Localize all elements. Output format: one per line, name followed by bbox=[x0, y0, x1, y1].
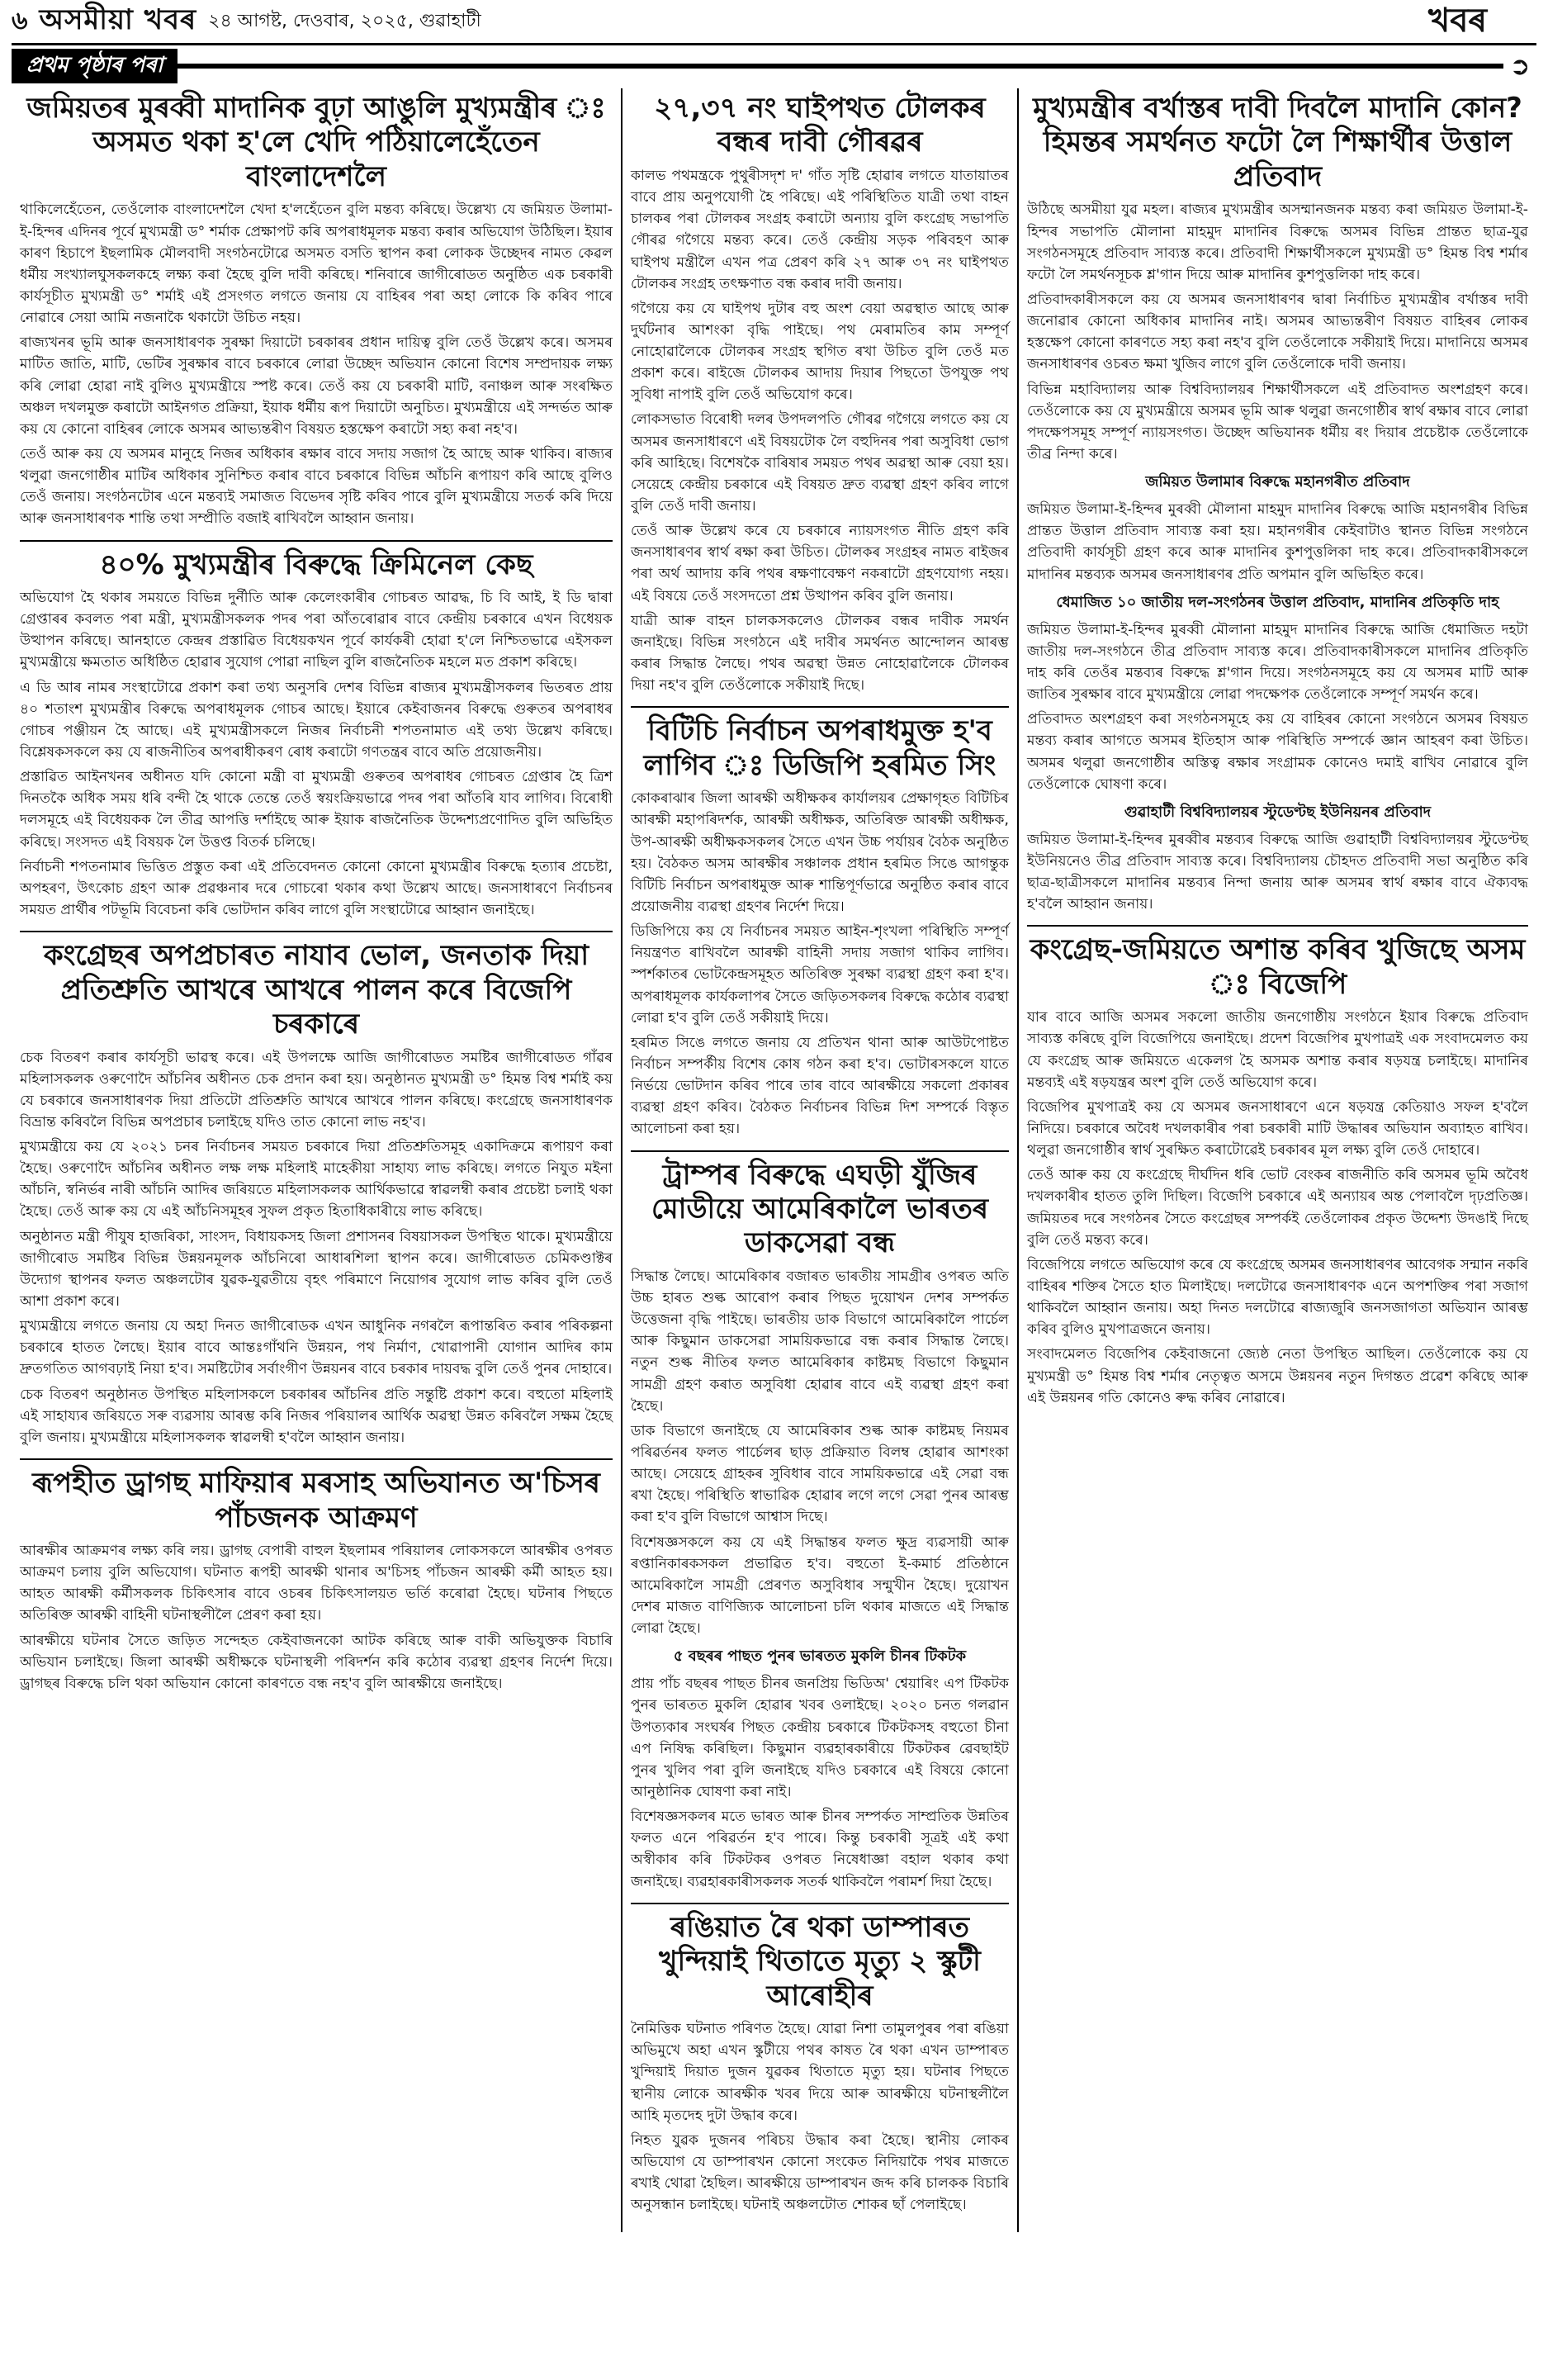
article-paragraph: অভিযোগ হৈ থকাৰ সময়তে বিভিন্ন দুৰ্নীতি আৰু কেলেংকাৰীৰ গোচৰত আৱদ্ধ, চি বি আই, ই ডি দ্বাৰা গ্ৰেপ্তাৰৰ কবলত পৰা মন্ত্ৰী, মুখ্যমন্ত্ৰীসকলক পদৰ পৰা আঁতৰোৱাৰ বাবে কেন্দ্ৰীয় চৰকাৰে এখন বিধেয়ক উত্থাপন কৰিছে। আনহাতে কেন্দ্ৰৰ প্ৰস্তাৱিত বিধেয়কখন পূৰ্বে কাৰ্যকৰী হোৱা হ'লে নিশ্চিতভাৱে এইসকল মুখ্যমন্ত্ৰীয়ে ক্ষমতাত অধিষ্ঠিত হোৱাৰ সুযোগ পোৱা নাছিল বুলি ৰাজনৈতিক মহলে মত প্ৰকাশ কৰিছে। bbox=[20, 589, 613, 671]
column-left bbox=[12, 88, 623, 2232]
article-subhead: জমিয়ত উলামাৰ বিৰুদ্ধে মহানগৰীত প্ৰতিবাদ bbox=[1145, 473, 1410, 491]
article-drug-mafia bbox=[20, 1467, 613, 1704]
arrow-icon: ➲ bbox=[1509, 51, 1531, 81]
article-paragraph: যাত্ৰী আৰু বাহন চালকসকলেও টোলকৰ বন্ধৰ দাবীক সমৰ্থন জনাইছে। বিভিন্ন সংগঠনে এই দাবীৰ সমৰ্থনত আন্দোলন আৰম্ভ কৰাৰ সিদ্ধান্ত লৈছে। পথৰ অৱস্থা উন্নত নোহোৱালৈকে টোলকৰ দিয়া নহ'ব বুলি তেওঁলোকে সকীয়াই দিছে। bbox=[631, 612, 1009, 695]
article-postal-service bbox=[631, 1159, 1009, 1904]
article-bjp-promise bbox=[20, 939, 613, 1460]
article-paragraph: যাৰ বাবে আজি অসমৰ সকলো জাতীয় জনগোষ্ঠীয় সংগঠনে ইয়াৰ বিৰুদ্ধে প্ৰতিবাদ সাব্যস্ত কৰিছে বুলি বিজেপিয়ে জনাইছে। প্ৰদেশ বিজেপিৰ মুখপাত্ৰই এক সংবাদমেলত কয় যে কংগ্ৰেছ আৰু জমিয়তে একেলগ হৈ অসমক অশান্ত কৰাৰ ষড়যন্ত্ৰ চলাইছে। মাদানিৰ মন্তব্যই এই ষড়যন্ত্ৰৰ অংশ বুলি তেওঁ অভিযোগ কৰে। bbox=[1027, 1009, 1528, 1091]
issue-date: ২৪ আগষ্ট, দেওবাৰ, ২০২৫, গুৱাহাটী bbox=[208, 10, 481, 31]
article-paragraph: জমিয়ত উলামা-ই-হিন্দৰ মুৰব্বী মৌলানা মাহমুদ মাদানিৰ বিৰুদ্ধে আজি ধেমাজিত দহটা জাতীয় দল-সংগঠনে তীব্ৰ প্ৰতিবাদ সাব্যস্ত কৰে। প্ৰতিবাদকাৰীসকলে মাদানিৰ প্ৰতিকৃতি দাহ কৰি তেওঁৰ মন্তব্যৰ বিৰুদ্ধে শ্ল'গান দিয়ে। সংগঠনসমূহে কয় যে অসমৰ মাটি আৰু জাতিৰ সুৰক্ষাৰ বাবে মুখ্যমন্ত্ৰীয়ে লোৱা পদক্ষেপক তেওঁলোকে সম্পূৰ্ণ সমৰ্থন কৰে। bbox=[1027, 621, 1528, 704]
article-headline: কংগ্ৰেছ-জমিয়তে অশান্ত কৰিব খুজিছে অসম ঃ বিজেপি bbox=[1030, 933, 1526, 1001]
article-paragraph: মুখ্যমন্ত্ৰীয়ে কয় যে ২০২১ চনৰ নিৰ্বাচনৰ সময়ত চৰকাৰে দিয়া প্ৰতিশ্ৰুতিসমূহ একাদিক্ৰমে ৰূপায়ণ কৰা হৈছে। ওৰুণোদৈ আঁচনিৰ অধীনত লক্ষ লক্ষ মহিলাই মাহেকীয়া সাহায্য লাভ কৰিছে। লগতে নিযুত মইনা আঁচনি, স্বনিৰ্ভৰ নাৰী আঁচনি আদিৰ জৰিয়তে মহিলাসকলক আৰ্থিকভাৱে স্বাৱলম্বী কৰাৰ প্ৰচেষ্টা চলাই থকা হৈছে। তেওঁ আৰু কয় যে এই আঁচনিসমূহৰ সুফল প্ৰকৃত হিতাধিকাৰীয়ে লাভ কৰিছে। bbox=[20, 1139, 613, 1221]
article-paragraph: কালভ পথমন্ত্ৰকে পুথুৰীসদৃশ দ' গাঁত সৃষ্টি হোৱাৰ লগতে যাতায়াতৰ বাবে প্ৰায় অনুপযোগী হৈ পৰিছে। এই পৰিস্থিতিত যাত্ৰী তথা বাহন চালকৰ পৰা টোলকৰ সংগ্ৰহ কৰাটো অন্যায় বুলি কংগ্ৰেছ সভাপতি গৌৰৱ গগৈয়ে মন্তব্য কৰে। তেওঁ কেন্দ্ৰীয় সড়ক পৰিবহণ আৰু ঘাইপথ মন্ত্ৰীলৈ এখন পত্ৰ প্ৰেৰণ কৰি ২৭ আৰু ৩৭ নং ঘাইপথত টোলকৰ সংগ্ৰহ তৎক্ষণাত বন্ধ কৰাৰ দাবী জনায়। bbox=[631, 167, 1009, 292]
article-paragraph: আৰক্ষীয়ে ঘটনাৰ সৈতে জড়িত সন্দেহত কেইবাজনকো আটক কৰিছে আৰু বাকী অভিযুক্তক বিচাৰি অভিযান চলাইছে। জিলা আৰক্ষী অধীক্ষকে ঘটনাস্থলী পৰিদৰ্শন কৰি কঠোৰ ব্যৱস্থা গ্ৰহণৰ নিৰ্দেশ দিয়ে। ড্ৰাগছৰ বিৰুদ্ধে চলি থকা অভিযান কোনো কাৰণতে বন্ধ নহ'ব বুলি আৰক্ষীয়ে জনাইছে। bbox=[20, 1632, 613, 1692]
article-headline: বিটিচি নিৰ্বাচন অপৰাধমুক্ত হ'ব লাগিব ঃ ডিজিপি হৰমিত সিং bbox=[643, 714, 996, 782]
article-headline: মুখ্যমন্ত্ৰীৰ বৰ্খাস্তৰ দাবী দিবলৈ মাদানি কোন? হিমন্তৰ সমৰ্থনত ফটো লৈ শিক্ষাৰ্থীৰ উত্তাল প্ৰতিবাদ bbox=[1033, 92, 1522, 193]
article-criminal-cases bbox=[20, 548, 613, 933]
section-rule bbox=[178, 64, 1503, 69]
article-paragraph: ডিজিপিয়ে কয় যে নিৰ্বাচনৰ সময়ত আইন-শৃংখলা পৰিস্থিতি সম্পূৰ্ণ নিয়ন্ত্ৰণত ৰাখিবলৈ আৰক্ষী বাহিনী সদায় সজাগ থাকিব লাগিব। স্পৰ্শকাতৰ ভোটকেন্দ্ৰসমূহত অতিৰিক্ত সুৰক্ষা ব্যৱস্থা গ্ৰহণ কৰা হ'ব। অপৰাধমূলক কাৰ্যকলাপৰ সৈতে জড়িতসকলৰ বিৰুদ্ধে কঠোৰ ব্যৱস্থা লোৱা হ'ব বুলি তেওঁ সকীয়াই দিয়ে। bbox=[631, 923, 1009, 1026]
article-rangia-accident bbox=[631, 1911, 1009, 2226]
article-paragraph: এ ডি আৰ নামৰ সংস্থাটোৱে প্ৰকাশ কৰা তথ্য অনুসৰি দেশৰ বিভিন্ন ৰাজ্যৰ মুখ্যমন্ত্ৰীসকলৰ ভিতৰত প্ৰায় ৪০ শতাংশ মুখ্যমন্ত্ৰীৰ বিৰুদ্ধে অপৰাধমূলক গোচৰ আছে। ইয়াৰে কেইবাজনৰ বিৰুদ্ধে গুৰুতৰ অপৰাধৰ গোচৰ পঞ্জীয়ন হৈ আছে। এই মুখ্যমন্ত্ৰীসকলে নিজৰ নিৰ্বাচনী শপতনামাত এই তথ্য উল্লেখ কৰিছে। বিশ্লেষকসকলে কয় যে ৰাজনীতিৰ অপৰাধীকৰণ ৰোধ কৰাটো গণতন্ত্ৰৰ বাবে অতি প্ৰয়োজনীয়। bbox=[20, 679, 613, 761]
article-paragraph: প্ৰতিবাদকাৰীসকলে কয় যে অসমৰ জনসাধাৰণৰ দ্বাৰা নিৰ্বাচিত মুখ্যমন্ত্ৰীৰ বৰ্খাস্তৰ দাবী জনোৱাৰ কোনো অধিকাৰ মাদানিৰ নাই। অসমৰ আভ্যন্তৰীণ বিষয়ত বাহিৰৰ লোকৰ হস্তক্ষেপ কোনো কাৰণতে সহ্য কৰা নহ'ব বুলি তেওঁলোকে সকীয়াই দিয়ে। মাদানিয়ে অসমৰ জনসাধাৰণৰ ওচৰত ক্ষমা খুজিব লাগে বুলি তেওঁলোকে দাবী জনায়। bbox=[1027, 291, 1528, 373]
article-subhead: গুৱাহাটী বিশ্ববিদ্যালয়ৰ স্টুডেণ্টছ ইউনিয়নৰ প্ৰতিবাদ bbox=[1124, 803, 1432, 821]
article-madani bbox=[20, 92, 613, 542]
article-paragraph: অনুষ্ঠানত মন্ত্ৰী পীযুষ হাজৰিকা, সাংসদ, বিধায়কসহ জিলা প্ৰশাসনৰ বিষয়াসকল উপস্থিত থাকে। মুখ্যমন্ত্ৰীয়ে জাগীৰোড সমষ্টিৰ বিভিন্ন উন্নয়নমূলক আঁচনিৰো আধাৰশিলা স্থাপন কৰে। জাগীৰোডত চেমিকণ্ডাক্টৰ উদ্যোগ স্থাপনৰ ফলত অঞ্চলটোৰ যুৱক-যুৱতীয়ে বৃহৎ পৰিমাণে নিয়োগৰ সুযোগ লাভ কৰিব বুলি তেওঁ আশা প্ৰকাশ কৰে। bbox=[20, 1228, 613, 1311]
article-subhead: ধেমাজিত ১০ জাতীয় দল-সংগঠনৰ উত্তাল প্ৰতিবাদ, মাদানিৰ প্ৰতিকৃতি দাহ bbox=[1056, 593, 1499, 611]
article-headline: জমিয়তৰ মুৰব্বী মাদানিক বুঢ়া আঙুলি মুখ্যমন্ত্ৰীৰ ঃ অসমত থকা হ'লে খেদি পঠিয়ালেহেঁতেন বাংলাদেশলৈ bbox=[26, 92, 606, 193]
page-number: ৬ bbox=[12, 6, 28, 36]
article-paragraph: মুখ্যমন্ত্ৰীয়ে লগতে জনায় যে অহা দিনত জাগীৰোডক এখন আধুনিক নগৰলৈ ৰূপান্তৰিত কৰাৰ পৰিকল্পনা চৰকাৰে হাতত লৈছে। ইয়াৰ বাবে আন্তঃগাঁথনি উন্নয়ন, পথ নিৰ্মাণ, খোৱাপানী যোগান আদিৰ কাম দ্ৰুতগতিত আগবঢ়াই নিয়া হ'ব। সমষ্টিটোৰ সৰ্বাংগীণ উন্নয়নৰ বাবে চৰকাৰ দায়বদ্ধ বুলি তেওঁ পুনৰ দোহাৰে। bbox=[20, 1318, 613, 1378]
article-paragraph: চেক বিতৰণ কৰাৰ কাৰ্যসূচী ভাৱস্থ কৰে। এই উপলক্ষে আজি জাগীৰোডত সমষ্টিৰ জাগীৰোডত গাঁৱৰ মহিলাসকলক ওৰুণোদৈ আঁচনিৰ অধীনত চেক প্ৰদান কৰা হয়। অনুষ্ঠানত মুখ্যমন্ত্ৰী ড° হিমন্ত বিশ্ব শৰ্মাই কয় যে চৰকাৰে জনসাধাৰণক দিয়া প্ৰতিটো প্ৰতিশ্ৰুতি আখৰে আখৰে পালন কৰিছে। কংগ্ৰেছে জনসাধাৰণক বিভ্ৰান্ত কৰিবলৈ বিভিন্ন অপপ্ৰচাৰ চলাইছে যদিও তাত কোনো লাভ নহ'ব। bbox=[20, 1049, 613, 1131]
article-paragraph: নৈমিত্তিক ঘটনাত পৰিণত হৈছে। যোৱা নিশা তামুলপুৰৰ পৰা ৰঙিয়া অভিমুখে অহা এখন স্কুটীয়ে পথৰ কাষত ৰৈ থকা এখন ডাম্পাৰত খুন্দিয়াই দিয়াত দুজন যুৱকৰ থিতাতে মৃত্যু হয়। ঘটনাৰ পিছতে স্থানীয় লোকে আৰক্ষীক খবৰ দিয়ে আৰু আৰক্ষীয়ে ঘটনাস্থলীলৈ আহি মৃতদেহ দুটা উদ্ধাৰ কৰে। bbox=[631, 2021, 1009, 2124]
newspaper-logo: অসমীয়া খবৰ bbox=[39, 2, 197, 36]
article-paragraph: আৰক্ষীৰ আক্ৰমণৰ লক্ষ্য কৰি লয়। ড্ৰাগছ বেপাৰী বাহুল ইছলামৰ পৰিয়ালৰ লোকসকলে আৰক্ষীৰ ওপৰত আক্ৰমণ চলায় বুলি অভিযোগ। ঘটনাত ৰূপহী আৰক্ষী থানাৰ অ'চিসহ পাঁচজন আৰক্ষী কৰ্মী আহত হয়। আহত আৰক্ষী কৰ্মীসকলক চিকিৎসাৰ বাবে ওচৰৰ চিকিৎসালয়ত ভৰ্তি কৰোৱা হৈছে। ঘটনাৰ পিছতে অতিৰিক্ত আৰক্ষী বাহিনী ঘটনাস্থলীলৈ প্ৰেৰণ কৰা হয়। bbox=[20, 1542, 613, 1624]
article-paragraph: জমিয়ত উলামা-ই-হিন্দৰ মুৰব্বী মৌলানা মাহমুদ মাদানিৰ বিৰুদ্ধে আজি মহানগৰীৰ বিভিন্ন প্ৰান্তত উত্তাল প্ৰতিবাদ সাব্যস্ত কৰা হয়। মহানগৰীৰ কেইবাটাও স্থানত বিভিন্ন সংগঠনে প্ৰতিবাদী কাৰ্যসূচী গ্ৰহণ কৰে আৰু মাদানিৰ কুশপুত্তলিকা দাহ কৰে। প্ৰতিবাদকাৰীসকলে মাদানিৰ মন্তব্যক অসমৰ জনসাধাৰণৰ প্ৰতি অপমান বুলি অভিহিত কৰে। bbox=[1027, 501, 1528, 583]
article-paragraph: বিজেপিৰ মুখপাত্ৰই কয় যে অসমৰ জনসাধাৰণে এনে ষড়যন্ত্ৰ কেতিয়াও সফল হ'বলৈ নিদিয়ে। চৰকাৰে অবৈধ দখলকাৰীৰ পৰা চৰকাৰী মাটি উদ্ধাৰৰ অভিযান অব্যাহত ৰাখিব। থলুৱা জনগোষ্ঠীৰ স্বাৰ্থ সুৰক্ষিত কৰাটোৱেই চৰকাৰৰ মূল লক্ষ্য বুলি তেওঁ দোহাৰে। bbox=[1027, 1098, 1528, 1159]
article-paragraph: সিদ্ধান্ত লৈছে। আমেৰিকাৰ বজাৰত ভাৰতীয় সামগ্ৰীৰ ওপৰত অতি উচ্চ হাৰত শুল্ক আৰোপ কৰাৰ পিছত দুয়োখন দেশৰ সম্পৰ্কত উত্তেজনা বৃদ্ধি পাইছে। ভাৰতীয় ডাক বিভাগে আমেৰিকালৈ পাৰ্চেল আৰু কিছুমান ডাকসেৱা সাময়িকভাৱে বন্ধ কৰাৰ সিদ্ধান্ত লৈছে। নতুন শুল্ক নীতিৰ ফলত আমেৰিকাৰ কাষ্টমছ বিভাগে কিছুমান সামগ্ৰী গ্ৰহণ কৰাত অসুবিধা হোৱাৰ বাবে এই ব্যৱস্থা গ্ৰহণ কৰা হৈছে। bbox=[631, 1268, 1009, 1415]
article-paragraph: লোকসভাত বিৰোধী দলৰ উপদলপতি গৌৰৱ গগৈয়ে লগতে কয় যে অসমৰ জনসাধাৰণে এই বিষয়টোক লৈ বহুদিনৰ পৰা অসুবিধা ভোগ কৰি আহিছে। বিশেষকৈ বাৰিষাৰ সময়ত পথৰ অৱস্থা আৰু বেয়া হয়। সেয়েহে কেন্দ্ৰীয় চৰকাৰে এই বিষয়ত দ্ৰুত ব্যৱস্থা গ্ৰহণ কৰিব লাগে বুলি তেওঁ দাবী জনায়। bbox=[631, 411, 1009, 515]
article-toll-tax bbox=[631, 92, 1009, 708]
article-paragraph: বিভিন্ন মহাবিদ্যালয় আৰু বিশ্ববিদ্যালয়ৰ শিক্ষাৰ্থীসকলে এই প্ৰতিবাদত অংশগ্ৰহণ কৰে। তেওঁলোকে কয় যে মুখ্যমন্ত্ৰীয়ে অসমৰ ভূমি আৰু থলুৱা জনগোষ্ঠীৰ স্বাৰ্থ ৰক্ষাৰ বাবে লোৱা পদক্ষেপসমূহ সম্পূৰ্ণ ন্যায়সংগত। উচ্ছেদ অভিযানক ধৰ্মীয় ৰং দিয়াৰ প্ৰচেষ্টাক তেওঁলোকে তীব্ৰ নিন্দা কৰে। bbox=[1027, 381, 1528, 462]
article-paragraph: বিজেপিয়ে লগতে অভিযোগ কৰে যে কংগ্ৰেছে অসমৰ জনসাধাৰণৰ আবেগক সন্মান নকৰি বাহিৰৰ শক্তিৰ সৈতে হাত মিলাইছে। দলটোৱে জনসাধাৰণক এনে অপশক্তিৰ পৰা সজাগ থাকিবলৈ আহ্বান জনায়। অহা দিনত দলটোৱে ৰাজ্যজুৰি জনসজাগতা অভিযান আৰম্ভ কৰিব বুলিও মুখপাত্ৰজনে জনায়। bbox=[1027, 1256, 1528, 1339]
article-paragraph: থাকিলেহেঁতেন, তেওঁলোক বাংলাদেশলৈ খেদা হ'লহেঁতেন বুলি মন্তব্য কৰিছে। উল্লেখ্য যে জমিয়ত উলামা-ই-হিন্দৰ এদিনৰ পূৰ্বে মুখ্যমন্ত্ৰী ড° শৰ্মাক প্ৰেক্ষাপট কৰি অপৰাধমূলক মন্তব্য কৰাৰ অভিযোগ উঠিছিল। ইয়াৰ কাৰণ হিচাপে ইছলামিক মৌলবাদী সংগঠনটোৱে অসমত বসতি স্থাপন কৰা লোকক উচ্ছেদৰ নামত কেৱল ধৰ্মীয় সংখ্যালঘুসকলকহে লক্ষ্য কৰা হৈছে বুলি দাবী কৰিছে। শনিবাৰে জাগীৰোডত অনুষ্ঠিত এক চৰকাৰী কাৰ্যসূচীত মুখ্যমন্ত্ৰী ড° শৰ্মাই এই প্ৰসংগত লগতে জনায় যে বাহিৰৰ পৰা অহা লোকে কি কৰিব পাৰে নোৱাৰে সেয়া আমি নজনাকৈ থকাটো উচিত নহয়। bbox=[20, 201, 613, 327]
article-bjp-congress bbox=[1027, 933, 1528, 1418]
masthead bbox=[12, 0, 1536, 45]
article-paragraph: জমিয়ত উলামা-ই-হিন্দৰ মুৰব্বীৰ মন্তব্যৰ বিৰুদ্ধে আজি গুৱাহাটী বিশ্ববিদ্যালয়ৰ স্টুডেণ্টছ ইউনিয়নেও তীব্ৰ প্ৰতিবাদ সাব্যস্ত কৰে। বিশ্ববিদ্যালয় চৌহদত প্ৰতিবাদী সভা অনুষ্ঠিত কৰি ছাত্ৰ-ছাত্ৰীসকলে মাদানিৰ মন্তব্যৰ নিন্দা জনায় আৰু অসমৰ স্বাৰ্থ ৰক্ষাৰ বাবে ঐক্যবদ্ধ হ'বলৈ আহ্বান জনায়। bbox=[1027, 831, 1528, 913]
article-paragraph: প্ৰস্তাৱিত আইনখনৰ অধীনত যদি কোনো মন্ত্ৰী বা মুখ্যমন্ত্ৰী গুৰুতৰ অপৰাধৰ গোচৰত গ্ৰেপ্তাৰ হৈ ত্ৰিশ দিনতকৈ অধিক সময় ধৰি বন্দী হৈ থাকে তেন্তে তেওঁ স্বয়ংক্ৰিয়ভাৱে পদৰ পৰা আঁতৰি যাব লাগিব। বিৰোধী দলসমূহে এই বিধেয়কক লৈ তীব্ৰ আপত্তি দৰ্শাইছে আৰু ইয়াক ৰাজনৈতিক উদ্দেশ্যপ্ৰণোদিত বুলি অভিহিত কৰিছে। সংসদত এই বিষয়ক লৈ উত্তপ্ত বিতৰ্ক চলিছে। bbox=[20, 769, 613, 851]
article-paragraph: সংবাদমেলত বিজেপিৰ কেইবাজনো জ্যেষ্ঠ নেতা উপস্থিত আছিল। তেওঁলোকে কয় যে মুখ্যমন্ত্ৰী ড° হিমন্ত বিশ্ব শৰ্মাৰ নেতৃত্বত অসমে উন্নয়নৰ নতুন দিগন্তত প্ৰৱেশ কৰিছে আৰু এই উন্নয়নৰ গতি কোনেও ৰুদ্ধ কৰিব নোৱাৰে। bbox=[1027, 1346, 1528, 1406]
article-paragraph: কোকৰাঝাৰ জিলা আৰক্ষী অধীক্ষকৰ কাৰ্যালয়ৰ প্ৰেক্ষাগৃহত বিটিচিৰ আৰক্ষী মহাপৰিদৰ্শক, আৰক্ষী অধীক্ষক, অতিৰিক্ত আৰক্ষী অধীক্ষক, উপ-আৰক্ষী অধীক্ষকসকলৰ সৈতে এখন উচ্চ পৰ্যায়ৰ বৈঠক অনুষ্ঠিত হয়। বৈঠকত অসম আৰক্ষীৰ সঞ্চালক প্ৰধান হৰমিত সিঙে আগন্তুক বিটিচি নিৰ্বাচন অপৰাধমুক্ত আৰু শান্তিপূৰ্ণভাৱে অনুষ্ঠিত কৰাৰ বাবে প্ৰয়োজনীয় ব্যৱস্থা গ্ৰহণৰ নিৰ্দেশ দিয়ে। bbox=[631, 790, 1009, 915]
article-btc-election bbox=[631, 714, 1009, 1151]
column-middle bbox=[623, 88, 1019, 2232]
article-paragraph: নিহত যুৱক দুজনৰ পৰিচয় উদ্ধাৰ কৰা হৈছে। স্থানীয় লোকৰ অভিযোগ যে ডাম্পাৰখন কোনো সংকেত নিদিয়াকৈ পথৰ মাজতে ৰখাই থোৱা হৈছিল। আৰক্ষীয়ে ডাম্পাৰখন জব্দ কৰি চালকক বিচাৰি অনুসন্ধান চলাইছে। ঘটনাই অঞ্চলটোত শোকৰ ছাঁ পেলাইছে। bbox=[631, 2131, 1009, 2214]
columns bbox=[12, 88, 1536, 2232]
article-paragraph: নিৰ্বাচনী শপতনামাৰ ভিত্তিত প্ৰস্তুত কৰা এই প্ৰতিবেদনত কোনো কোনো মুখ্যমন্ত্ৰীৰ বিৰুদ্ধে হত্যাৰ প্ৰচেষ্টা, অপহৰণ, উৎকোচ গ্ৰহণ আৰু প্ৰৱঞ্চনাৰ দৰে গোচৰো থকাৰ কথা উল্লেখ আছে। জনসাধাৰণে নিৰ্বাচনৰ সময়ত প্ৰাৰ্থীৰ পটভূমি বিবেচনা কৰি ভোটদান কৰিব লাগে বুলি সংস্থাটোৱে আহ্বান জনাইছে। bbox=[20, 858, 613, 918]
article-paragraph: ৰাজ্যখনৰ ভূমি আৰু জনসাধাৰণক সুৰক্ষা দিয়াটো চৰকাৰৰ প্ৰধান দায়িত্ব বুলি তেওঁ উল্লেখ কৰে। অসমৰ মাটিত জাতি, মাটি, ভেটিৰ সুৰক্ষাৰ বাবে চৰকাৰে লোৱা উচ্ছেদ অভিযান কোনো বিশেষ সম্প্ৰদায়ক লক্ষ্য কৰি লোৱা হোৱা নাই বুলিও মুখ্যমন্ত্ৰীয়ে স্পষ্ট কৰে। তেওঁ কয় যে চৰকাৰী মাটি, বনাঞ্চল আৰু সংৰক্ষিত অঞ্চল দখলমুক্ত কৰাটো আইনগত প্ৰক্ৰিয়া, ইয়াক ধৰ্মীয় ৰূপ দিয়াটো অনুচিত। মুখ্যমন্ত্ৰীয়ে এই সন্দৰ্ভত আৰু কয় যে কোনো বাহিৰৰ লোকে অসমৰ আভ্যন্তৰীণ বিষয়ত হস্তক্ষেপ কৰাটো সহ্য কৰা নহ'ব। bbox=[20, 334, 613, 438]
masthead-title: খবৰ bbox=[1427, 1, 1487, 40]
article-headline: ৰূপহীত ড্ৰাগছ মাফিয়াৰ মৰসাহ অভিযানত অ'চিসৰ পাঁচজনক আক্ৰমণ bbox=[32, 1467, 600, 1534]
article-paragraph: তেওঁ আৰু উল্লেখ কৰে যে চৰকাৰে ন্যায়সংগত নীতি গ্ৰহণ কৰি জনসাধাৰণৰ স্বাৰ্থ ৰক্ষা কৰা উচিত। টোলকৰ সংগ্ৰহৰ নামত ৰাইজৰ পৰা অৰ্থ আদায় কৰি পথৰ ৰক্ষণাবেক্ষণ নকৰাটো গ্ৰহণযোগ্য নহয়। এই বিষয়ে তেওঁ সংসদতো প্ৰশ্ন উত্থাপন কৰিব বুলি জনায়। bbox=[631, 523, 1009, 604]
article-paragraph: চেক বিতৰণ অনুষ্ঠানত উপস্থিত মহিলাসকলে চৰকাৰৰ আঁচনিৰ প্ৰতি সন্তুষ্টি প্ৰকাশ কৰে। বহুতো মহিলাই এই সাহায্যৰ জৰিয়তে সৰু ব্যৱসায় আৰম্ভ কৰি নিজৰ পৰিয়ালৰ আৰ্থিক অৱস্থা উন্নত কৰিবলৈ সক্ষম হৈছে বুলি জনায়। মুখ্যমন্ত্ৰীয়ে মহিলাসকলক স্বাৱলম্বী হ'বলৈ আহ্বান জনায়। bbox=[20, 1386, 613, 1446]
article-paragraph: উঠিছে অসমীয়া যুৱ মহল। ৰাজ্যৰ মুখ্যমন্ত্ৰীৰ অসম্মানজনক মন্তব্য কৰা জমিয়ত উলামা-ই-হিন্দৰ সভাপতি মৌলানা মাহমুদ মাদানিৰ বিৰুদ্ধে অসমৰ বিভিন্ন প্ৰান্তত ছাত্ৰ-যুৱ সংগঠনসমূহে প্ৰতিবাদ সাব্যস্ত কৰে। প্ৰতিবাদী শিক্ষাৰ্থীসকলে মুখ্যমন্ত্ৰী ড° হিমন্ত বিশ্ব শৰ্মাৰ ফটো লৈ সমৰ্থনসূচক শ্ল'গান দিয়ে আৰু মাদানিৰ কুশপুত্তলিকা দাহ কৰে। bbox=[1027, 201, 1528, 283]
column-right bbox=[1019, 88, 1536, 2232]
article-headline: কংগ্ৰেছৰ অপপ্ৰচাৰত নাযাব ভোল, জনতাক দিয়া প্ৰতিশ্ৰুতি আখৰে আখৰে পালন কৰে বিজেপি চৰকাৰে bbox=[43, 939, 589, 1041]
article-headline: ৰঙিয়াত ৰৈ থকা ডাম্পাৰত খুন্দিয়াই থিতাতে মৃত্যু ২ স্কুটী আৰোহীৰ bbox=[659, 1910, 981, 2013]
article-headline: ট্ৰাম্পৰ বিৰুদ্ধে এঘড়ী যুঁজিৰ মোডীয়ে আমেৰিকালৈ ভাৰতৰ ডাকসেৱা বন্ধ bbox=[651, 1158, 988, 1260]
section-bar bbox=[12, 49, 1536, 83]
article-paragraph: বিশেষজ্ঞসকলে কয় যে এই সিদ্ধান্তৰ ফলত ক্ষুদ্ৰ ব্যৱসায়ী আৰু ৰপ্তানিকাৰকসকল প্ৰভাৱিত হ'ব। বহুতো ই-কমাৰ্চ প্ৰতিষ্ঠানে আমেৰিকালৈ সামগ্ৰী প্ৰেৰণত অসুবিধাৰ সন্মুখীন হৈছে। দুয়োখন দেশৰ মাজত বাণিজ্যিক আলোচনা চলি থকাৰ মাজতে এই সিদ্ধান্ত লোৱা হৈছে। bbox=[631, 1534, 1009, 1638]
section-label: প্ৰথম পৃষ্ঠাৰ পৰা bbox=[12, 49, 178, 83]
article-subhead: ৫ বছৰৰ পাছত পুনৰ ভাৰতত মুকলি চীনৰ টিকটক bbox=[673, 1648, 967, 1666]
article-paragraph: হৰমিত সিঙে লগতে জনায় যে প্ৰতিখন থানা আৰু আউটপোষ্টত নিৰ্বাচন সম্পৰ্কীয় বিশেষ কোষ গঠন কৰা হ'ব। ভোটাৰসকলে যাতে নিৰ্ভয়ে ভোটদান কৰিব পাৰে তাৰ বাবে আৰক্ষীয়ে সকলো প্ৰকাৰৰ ব্যৱস্থা গ্ৰহণ কৰিব। বৈঠকত নিৰ্বাচনৰ বিভিন্ন দিশ সম্পৰ্কে বিস্তৃত আলোচনা কৰা হয়। bbox=[631, 1034, 1009, 1138]
article-paragraph: ডাক বিভাগে জনাইছে যে আমেৰিকাৰ শুল্ক আৰু কাষ্টমছ নিয়মৰ পৰিৱৰ্তনৰ ফলত পাৰ্চেলৰ ছাড় প্ৰক্ৰিয়াত বিলম্ব হোৱাৰ আশংকা আছে। সেয়েহে গ্ৰাহকৰ সুবিধাৰ বাবে সাময়িকভাৱে এই সেৱা বন্ধ ৰখা হৈছে। পৰিস্থিতি স্বাভাৱিক হোৱাৰ লগে লগে সেৱা পুনৰ আৰম্ভ কৰা হ'ব বুলি বিভাগে আশ্বাস দিছে। bbox=[631, 1422, 1009, 1526]
article-paragraph: তেওঁ আৰু কয় যে কংগ্ৰেছে দীৰ্ঘদিন ধৰি ভোট বেংকৰ ৰাজনীতি কৰি অসমৰ ভূমি অবৈধ দখলকাৰীৰ হাতত তুলি দিছিল। বিজেপি চৰকাৰে এই অন্যায়ৰ অন্ত পেলাবলৈ দৃঢ়প্ৰতিজ্ঞ। জমিয়তৰ দৰে সংগঠনৰ সৈতে কংগ্ৰেছৰ সম্পৰ্কই তেওঁলোকৰ প্ৰকৃত উদ্দেশ্য উদঙাই দিছে বুলি তেওঁ মন্তব্য কৰে। bbox=[1027, 1167, 1528, 1249]
article-headline: ২৭,৩৭ নং ঘাইপথত টোলকৰ বন্ধৰ দাবী গৌৰৱৰ bbox=[654, 92, 986, 159]
article-paragraph: গগৈয়ে কয় যে ঘাইপথ দুটাৰ বহু অংশ বেয়া অৱস্থাত আছে আৰু দুৰ্ঘটনাৰ আশংকা বৃদ্ধি পাইছে। পথ মেৰামতিৰ কাম সম্পূৰ্ণ নোহোৱালৈকে টোলকৰ সংগ্ৰহ স্থগিত ৰখা উচিত বুলি তেওঁ মত প্ৰকাশ কৰে। ৰাইজে টোলকৰ আদায় দিয়াৰ পিছতো উপযুক্ত পথ সুবিধা নাপাই বুলি তেওঁ অভিযোগ কৰে। bbox=[631, 300, 1009, 404]
article-paragraph: তেওঁ আৰু কয় যে অসমৰ মানুহে নিজৰ অধিকাৰ ৰক্ষাৰ বাবে সদায় সজাগ হৈ আছে আৰু থাকিব। ৰাজ্যৰ থলুৱা জনগোষ্ঠীৰ মাটিৰ অধিকাৰ সুনিশ্চিত কৰাৰ বাবে চৰকাৰে বিভিন্ন আঁচনি ৰূপায়ণ কৰি আছে বুলিও তেওঁ জনায়। সংগঠনটোৰ এনে মন্তব্যই সমাজত বিভেদৰ সৃষ্টি কৰিব পাৰে বুলি মুখ্যমন্ত্ৰীয়ে সতৰ্ক কৰি দিয়ে আৰু জনসাধাৰণক শান্তি তথা সম্প্ৰীতি বজাই ৰাখিবলৈ আহ্বান জনায়। bbox=[20, 445, 613, 528]
article-paragraph: প্ৰায় পাঁচ বছৰৰ পাছত চীনৰ জনপ্ৰিয় ভিডিঅ' শ্বেয়াৰিং এপ টিকটক পুনৰ ভাৰতত মুকলি হোৱাৰ খবৰ ওলাইছে। ২০২০ চনত গলৱান উপত্যকাৰ সংঘৰ্ষৰ পিছত কেন্দ্ৰীয় চৰকাৰে টিকটকসহ বহুতো চীনা এপ নিষিদ্ধ কৰিছিল। কিছুমান ব্যৱহাৰকাৰীয়ে টিকটকৰ ৱেবছাইট পুনৰ খুলিব পৰা বুলি জনাইছে যদিও চৰকাৰে এই বিষয়ে কোনো আনুষ্ঠানিক ঘোষণা কৰা নাই। bbox=[631, 1676, 1009, 1800]
article-student-protest bbox=[1027, 92, 1528, 927]
masthead-left bbox=[12, 0, 481, 45]
article-headline: ৪০% মুখ্যমন্ত্ৰীৰ বিৰুদ্ধে ক্ৰিমিনেল কেছ bbox=[99, 548, 533, 581]
article-paragraph: প্ৰতিবাদত অংশগ্ৰহণ কৰা সংগঠনসমূহে কয় যে বাহিৰৰ কোনো সংগঠনে অসমৰ বিষয়ত মন্তব্য কৰাৰ আগতে অসমৰ ইতিহাস আৰু পৰিস্থিতি সম্পৰ্কে জ্ঞান আহৰণ কৰা উচিত। অসমৰ থলুৱা জনগোষ্ঠীৰ অস্তিত্ব ৰক্ষাৰ সংগ্ৰামক কোনেও দমাই ৰাখিব নোৱাৰে বুলি তেওঁলোকে ঘোষণা কৰে। bbox=[1027, 711, 1528, 793]
article-paragraph: বিশেষজ্ঞসকলৰ মতে ভাৰত আৰু চীনৰ সম্পৰ্কত সাম্প্ৰতিক উন্নতিৰ ফলত এনে পৰিৱৰ্তন হ'ব পাৰে। কিন্তু চৰকাৰী সূত্ৰই এই কথা অস্বীকাৰ কৰি টিকটকৰ ওপৰত নিষেধাজ্ঞা বহাল থকাৰ কথা জনাইছে। ব্যৱহাৰকাৰীসকলক সতৰ্ক থাকিবলৈ পৰামৰ্শ দিয়া হৈছে। bbox=[631, 1809, 1009, 1890]
